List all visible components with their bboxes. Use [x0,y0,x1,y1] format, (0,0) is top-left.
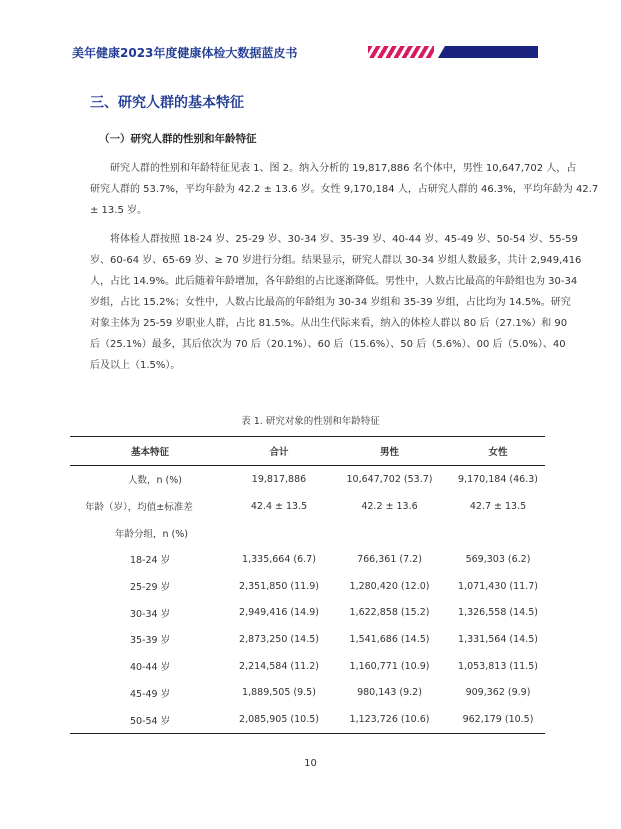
cell-female: 962,179 (10.5) [451,706,545,733]
cell-female: 909,362 (9.9) [465,687,531,699]
cell-total [230,519,328,546]
column-header: 合计 [230,437,328,466]
cell-male: 980,143 (9.2) [357,687,422,699]
cell-female: 1,326,558 (14.5) [458,607,538,619]
table-row [70,680,545,707]
header-stripe-decoration [368,46,538,58]
row-label: 45-49 岁 [130,688,171,700]
cell-total: 42.4 ± 13.5 [250,500,308,512]
cell-female: 42.7 ± 13.5 [469,500,527,512]
table-row [70,466,545,493]
paragraph-line: 后及以上（1.5%）。 [90,360,181,371]
paragraph-line: 研究人群的性别和年龄特征见表 1、图 2。纳入分析的 19,817,886 名个体中，男性 10,647,702 人，占 [110,163,577,174]
header-title: 美年健康2023年度健康体检大数据蓝皮书 [72,46,298,60]
paragraph-line: 岁组，占比 15.2%；女性中，人数占比最高的年龄组为 30-34 岁组和 35-39 岁组，占比均为 14.5%。研究 [90,297,571,308]
cell-female: 1,053,813 (11.5) [458,660,538,672]
column-header: 基本特征 [70,437,230,466]
paragraph-line: ± 13.5 岁。 [90,205,148,216]
cell-total: 2,351,850 (11.9) [239,580,319,592]
paragraph-line: 研究人群的 53.7%，平均年龄为 42.2 ± 13.6 岁。女性 9,170,184 人，占研究人群的 46.3%，平均年龄为 42.7 [90,184,599,195]
cell-male: 1,280,420 (12.0) [349,580,430,592]
row-label: 年龄（岁），均值±标准差 [85,502,193,514]
row-label: 50-54 岁 [70,706,230,733]
row-label: 25-29 岁 [130,582,171,594]
column-header: 男性 [328,437,451,466]
characteristics-table [70,436,545,734]
paragraph-line: 岁、60-64 岁、65-69 岁、≥ 70 岁进行分组。结果显示，研究人群以 30-34 岁组人数最多，共计 2,949,416 [90,255,582,266]
table-row [70,653,545,680]
row-label: 人数，n (%) [128,475,182,487]
page-number: 10 [304,758,317,769]
row-label: 35-39 岁 [130,635,171,647]
table-row [70,626,545,653]
row-label: 18-24 岁 [130,555,171,567]
cell-female [451,519,545,546]
cell-female: 9,170,184 (46.3) [458,473,538,485]
cell-male: 766,361 (7.2) [357,553,422,565]
cell-male: 1,123,726 (10.6) [328,706,451,733]
navy-bar [438,46,538,58]
cell-male: 10,647,702 (53.7) [346,473,433,485]
subsection-title: （一）研究人群的性别和年龄特征 [99,133,257,145]
table-row [70,599,545,626]
paragraph-line: 人，占比 14.9%。此后随着年龄增加，各年龄组的占比逐渐降低。男性中，人数占比最高的年龄组也为 30-34 [90,276,578,287]
table-row [70,706,545,733]
table-caption: 表 1. 研究对象的性别和年龄特征 [241,416,380,427]
cell-female: 1,071,430 (11.7) [458,580,538,592]
cell-female: 1,331,564 (14.5) [458,633,538,645]
cell-female: 569,303 (6.2) [465,553,531,565]
paragraph-line: 将体检人群按照 18-24 岁、25-29 岁、30-34 岁、35-39 岁、40-44 岁、45-49 岁、50-54 岁、55-59 [110,234,578,245]
table-row [70,493,545,520]
paragraph-line: 对象主体为 25-59 岁职业人群，占比 81.5%。从出生代际来看，纳入的体检人群以 80 后（27.1%）和 90 [90,318,568,329]
cell-male: 1,541,686 (14.5) [349,633,430,645]
cell-total: 19,817,886 [251,473,307,485]
table-row [70,573,545,600]
row-label: 年龄分组，n (%) [115,528,188,540]
pink-stripes [368,46,434,58]
cell-total: 1,889,505 (9.5) [242,687,316,699]
paragraph-age-groups [90,229,582,376]
cell-total: 1,335,664 (6.7) [242,553,316,565]
cell-male: 1,622,858 (15.2) [349,607,430,619]
paragraph-gender-age [90,158,599,221]
cell-male [328,519,451,546]
section-title: 三、研究人群的基本特征 [90,95,244,111]
table-row [70,519,545,546]
row-label: 30-34 岁 [130,608,171,620]
column-header: 女性 [451,437,545,466]
cell-total: 2,214,584 (11.2) [239,660,319,672]
row-label: 40-44 岁 [130,662,171,674]
cell-total: 2,949,416 (14.9) [239,607,319,619]
table-row [70,546,545,573]
cell-total: 2,085,905 (10.5) [230,706,328,733]
table-header-row [70,437,545,466]
paragraph-line: 后（25.1%）最多，其后依次为 70 后（20.1%）、60 后（15.6%）、50 后（5.6%）、00 后（5.0%）、40 [90,339,566,350]
cell-total: 2,873,250 (14.5) [239,633,319,645]
cell-male: 1,160,771 (10.9) [349,660,430,672]
cell-male: 42.2 ± 13.6 [361,500,418,512]
